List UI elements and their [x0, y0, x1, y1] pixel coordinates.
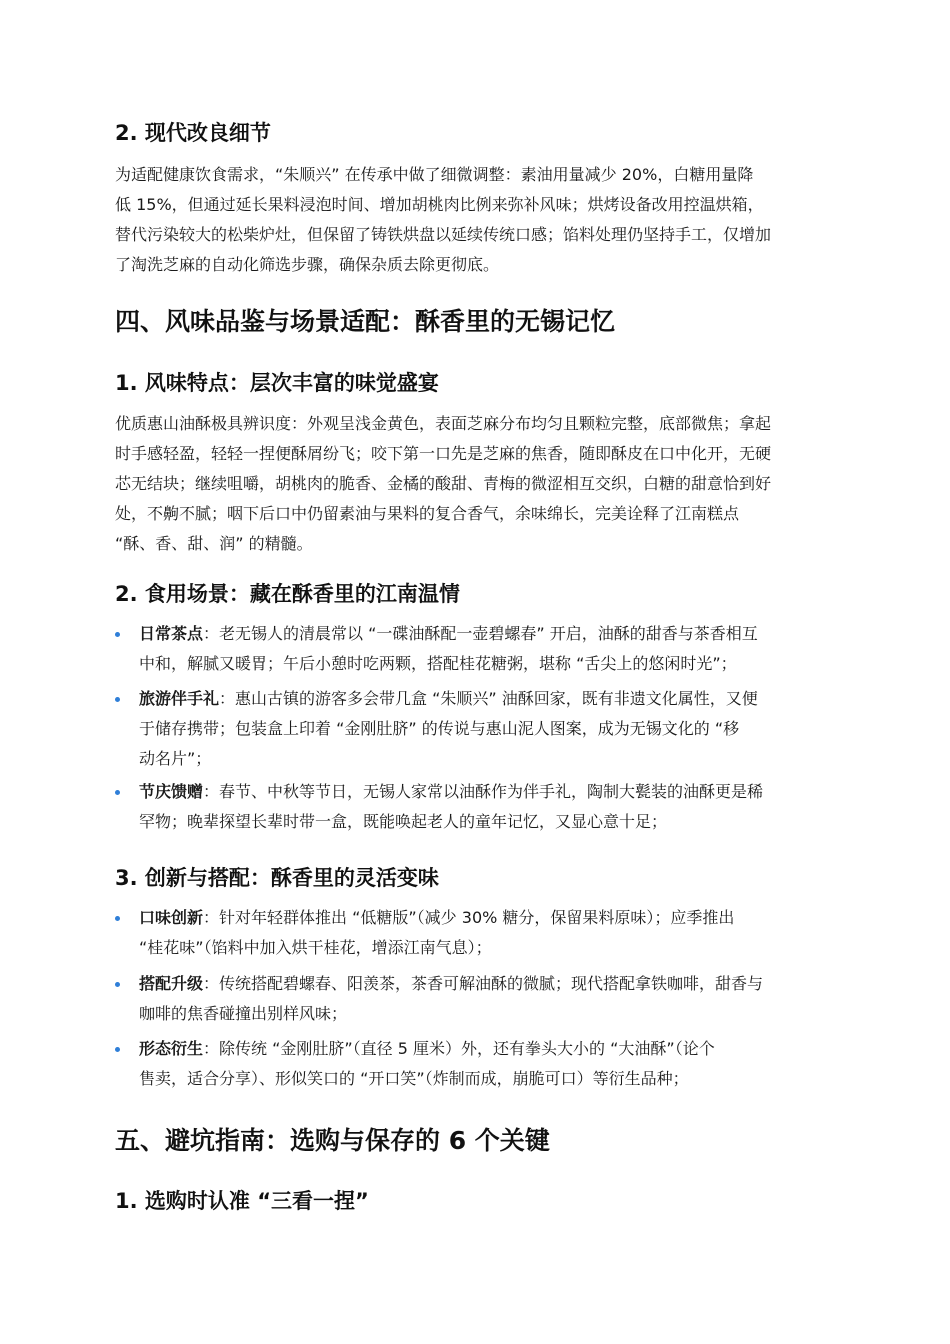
- text-line: 于储存携带；包装盒上印着 “金刚肚脐” 的传说与惠山泥人图案，成为无锡文化的 “移: [139, 719, 740, 738]
- text-line: ：春节、中秋等节日，无锡人家常以油酥作为伴手礼，陶制大甏装的油酥更是稀: [203, 782, 764, 801]
- list-item-label: 日常茶点: [139, 624, 204, 643]
- text-line: 售卖，适合分享）、形似笑口的 “开口笑”（炸制而成，崩脆可口）等衍生品种；: [139, 1069, 689, 1088]
- text-line: 低 15%，但通过延长果料浸泡时间、增加胡桃肉比例来弥补风味；烘烤设备改用控温烘箱，: [115, 195, 764, 214]
- heading-flavor-features: 1. 风味特点：层次丰富的味觉盛宴: [115, 371, 439, 395]
- list-item-label: 节庆馈赠: [139, 782, 204, 801]
- heading-section-five: 五、避坑指南：选购与保存的 6 个关键: [115, 1126, 550, 1155]
- text-line: 罕物；晚辈探望长辈时带一盒，既能唤起老人的童年记忆，又显心意十足；: [139, 812, 668, 831]
- bullet-dot-icon: [115, 790, 120, 795]
- text-line: 优质惠山油酥极具辨识度：外观呈浅金黄色，表面芝麻分布均匀且颗粒完整，底部微焦；拿起: [115, 414, 772, 433]
- text-line: 替代污染较大的松柴炉灶，但保留了铸铁烘盘以延续传统口感；馅料处理仍坚持手工，仅增加: [115, 225, 772, 244]
- text-line: ：针对年轻群体推出 “低糖版”（减少 30% 糖分，保留果料原味）；应季推出: [203, 908, 735, 927]
- heading-eating-scenes: 2. 食用场景：藏在酥香里的江南温情: [115, 582, 460, 606]
- text-line: 为适配健康饮食需求，“朱顺兴” 在传承中做了细微调整：素油用量减少 20%，白糖用量降: [115, 165, 754, 184]
- text-line: 动名片”；: [139, 749, 212, 768]
- text-line: ：惠山古镇的游客多会带几盒 “朱顺兴” 油酥回家，既有非遗文化属性，又便: [219, 689, 758, 708]
- text-line: 咖啡的焦香碰撞出别样风味；: [139, 1004, 348, 1023]
- paragraph-flavor-features: [115, 409, 837, 559]
- heading-section-four: 四、风味品鉴与场景适配：酥香里的无锡记忆: [115, 307, 616, 336]
- bullet-dot-icon: [115, 916, 120, 921]
- text-line: ：除传统 “金刚肚脐”（直径 5 厘米）外，还有拳头大小的 “大油酥”（论个: [203, 1039, 715, 1058]
- list-item-label: 口味创新: [139, 908, 204, 927]
- text-line: ：老无锡人的清晨常以 “一碟油酥配一壶碧螺春” 开启，油酥的甜香与茶香相互: [203, 624, 758, 643]
- heading-innovation: 3. 创新与搭配：酥香里的灵活变味: [115, 866, 439, 890]
- text-line: “桂花味”（馅料中加入烘干桂花，增添江南气息）；: [139, 938, 492, 957]
- heading-modern-improvements: 2. 现代改良细节: [115, 121, 271, 145]
- bullet-dot-icon: [115, 1047, 120, 1052]
- list-item-label: 搭配升级: [139, 974, 204, 993]
- text-line: 中和，解腻又暖胃；午后小憩时吃两颗，搭配桂花糖粥，堪称 “舌尖上的悠闲时光”；: [139, 654, 737, 673]
- text-line: 了淘洗芝麻的自动化筛选步骤，确保杂质去除更彻底。: [115, 255, 500, 274]
- bullet-dot-icon: [115, 632, 120, 637]
- text-line: 芯无结块；继续咀嚼，胡桃肉的脆香、金橘的酸甜、青梅的微涩相互交织，白糖的甜意恰到好: [115, 474, 772, 493]
- list-item-label: 形态衍生: [139, 1039, 204, 1058]
- list-item-label: 旅游伴手礼: [139, 689, 220, 708]
- paragraph-modern-improvements: [115, 160, 837, 280]
- bullet-dot-icon: [115, 697, 120, 702]
- text-line: 时手感轻盈，轻轻一捏便酥屑纷飞；咬下第一口先是芝麻的焦香，随即酥皮在口中化开，无硬: [115, 444, 772, 463]
- text-line: 处，不齁不腻；咽下后口中仍留素油与果料的复合香气，余味绵长，完美诠释了江南糕点: [115, 504, 740, 523]
- bullet-dot-icon: [115, 982, 120, 987]
- text-line: “酥、香、甜、润” 的精髓。: [115, 534, 313, 553]
- heading-buying-tips: 1. 选购时认准 “三看一捏”: [115, 1189, 369, 1213]
- text-line: ：传统搭配碧螺春、阳羡茶，茶香可解油酥的微腻；现代搭配拿铁咖啡，甜香与: [203, 974, 764, 993]
